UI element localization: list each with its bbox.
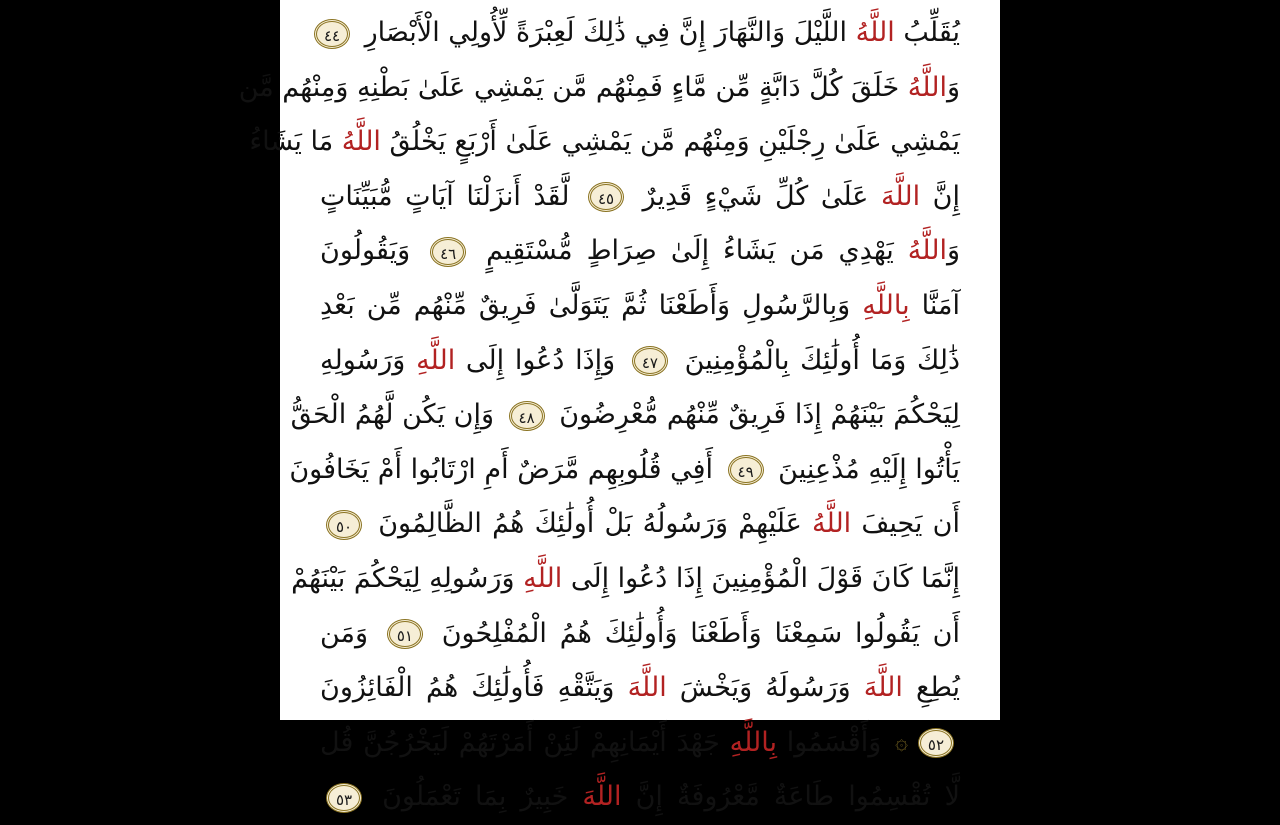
verse-line <box>290 388 960 443</box>
ayah-number-marker: ٥٣ <box>326 783 362 813</box>
divine-name-text: اللَّهُ <box>907 71 947 103</box>
verse-text: لَّقَدْ أَنزَلْنَا آيَاتٍ مُّبَيِّنَاتٍ <box>320 180 582 212</box>
verse-text: وَأَقْسَمُوا <box>777 726 892 758</box>
verse-text: وَمَن <box>320 617 381 649</box>
verse-line <box>320 497 960 552</box>
verse-text: وَ <box>946 235 960 267</box>
divine-name-text: اللَّهَ <box>863 672 903 704</box>
divine-name-text: اللَّهُ <box>341 126 381 158</box>
verse-line <box>238 61 960 116</box>
ayah-number-marker: ٤٨ <box>509 401 545 431</box>
verse-text: إِنَّمَا كَانَ قَوْلَ الْمُؤْمِنِينَ إِذَا دُعُوا إِلَى <box>562 562 960 594</box>
ayah-number-marker: ٥٢ <box>918 728 954 758</box>
verse-line <box>320 334 960 389</box>
verse-line <box>249 115 960 170</box>
verse-text: خَلَقَ كُلَّ دَابَّةٍ مِّن مَّاءٍ فَمِنْهُم مَّن يَمْشِي عَلَىٰ بَطْنِهِ وَمِنْهُم مَّن <box>238 71 908 103</box>
divine-name-text: اللَّهُ <box>855 17 895 48</box>
verse-text: أَن يَحِيفَ <box>851 508 960 540</box>
divine-name-text: اللَّهُ <box>812 508 852 540</box>
verse-text: اللَّيْلَ وَالنَّهَارَ إِنَّ فِي ذَٰلِكَ لَعِبْرَةً لِّأُولِي الْأَبْصَارِ <box>356 17 856 48</box>
ayah-number-marker: ٤٦ <box>430 237 466 267</box>
divine-name-text: اللَّهَ <box>880 180 921 212</box>
ayah-number-marker: ٤٧ <box>632 346 668 376</box>
verse-line <box>320 170 960 225</box>
verse-line <box>291 552 960 607</box>
verse-text: وَبِالرَّسُولِ وَأَطَعْنَا ثُمَّ يَتَوَلَّىٰ فَرِيقٌ مِّنْهُم مِّن بَعْدِ <box>320 289 863 321</box>
divine-name-text: بِاللَّهِ <box>729 726 777 758</box>
verse-line <box>320 224 960 279</box>
verse-text: أَن يَقُولُوا سَمِعْنَا وَأَطَعْنَا وَأُولَٰئِكَ هُمُ الْمُفْلِحُونَ <box>428 617 960 649</box>
verse-text: وَيَتَّقْهِ فَأُولَٰئِكَ هُمُ الْفَائِزُونَ <box>320 672 628 704</box>
verse-text: خَبِيرٌ بِمَا تَعْمَلُونَ <box>368 781 583 813</box>
verse-text: جَهْدَ أَيْمَانِهِمْ لَئِنْ أَمَرْتَهُمْ لَيَخْرُجُنَّ قُل <box>320 726 730 758</box>
verse-line <box>320 279 960 334</box>
verse-text: يَأْتُوا إِلَيْهِ مُذْعِنِينَ <box>769 453 960 485</box>
verse-line <box>320 716 960 771</box>
verse-text: لِيَحْكُمَ بَيْنَهُمْ إِذَا فَرِيقٌ مِّنْهُم مُّعْرِضُونَ <box>550 399 960 431</box>
verse-text: لَّا تُقْسِمُوا طَاعَةٌ مَّعْرُوفَةٌ إِنَّ <box>621 781 960 813</box>
verse-text: يَمْشِي عَلَىٰ رِجْلَيْنِ وَمِنْهُم مَّن يَمْشِي عَلَىٰ أَرْبَعٍ يَخْلُقُ <box>380 126 960 158</box>
ayah-number-marker: ٤٤ <box>314 19 350 49</box>
verse-text: وَإِذَا دُعُوا إِلَى <box>455 344 626 376</box>
ayah-number-marker: ٤٩ <box>728 455 764 485</box>
verse-line <box>320 6 960 61</box>
verse-text: وَرَسُولَهُ وَيَخْشَ <box>666 672 864 704</box>
divine-name-text: اللَّهَ <box>582 781 622 813</box>
ayah-number-marker: ٥٠ <box>326 510 362 540</box>
verse-line <box>320 661 960 716</box>
verse-text: آمَنَّا <box>909 289 960 321</box>
divine-name-text: اللَّهِ <box>416 344 456 376</box>
verse-text: مَا يَشَاءُ <box>249 126 342 158</box>
verse-text: يُطِعِ <box>902 672 960 704</box>
verse-line <box>320 770 960 825</box>
verse-text: وَإِن يَكُن لَّهُمُ الْحَقُّ <box>290 399 503 431</box>
divine-name-text: اللَّهَ <box>627 672 667 704</box>
verse-line <box>289 443 960 498</box>
verse-text: إِنَّ <box>920 180 960 212</box>
verse-text: وَرَسُولِهِ <box>320 344 417 376</box>
divine-name-text: اللَّهِ <box>523 562 563 594</box>
verse-text: وَرَسُولِهِ لِيَحْكُمَ بَيْنَهُمْ <box>291 562 524 594</box>
rub-el-hizb-icon: ۞ <box>895 729 908 755</box>
verse-text: يَهْدِي مَن يَشَاءُ إِلَىٰ صِرَاطٍ مُّسْتَقِيمٍ <box>472 235 908 267</box>
mushaf-page <box>238 0 1000 813</box>
verse-text: عَلَيْهِمْ وَرَسُولُهُ بَلْ أُولَٰئِكَ هُمُ الظَّالِمُونَ <box>368 508 813 540</box>
verse-text: عَلَىٰ كُلِّ شَيْءٍ قَدِيرٌ <box>630 180 881 212</box>
verse-text: يُقَلِّبُ <box>894 17 960 48</box>
divine-name-text: بِاللَّهِ <box>862 289 910 321</box>
verse-text: وَ <box>946 71 960 103</box>
ayah-number-marker: ٤٥ <box>588 182 624 212</box>
verse-text: أَفِي قُلُوبِهِم مَّرَضٌ أَمِ ارْتَابُوا أَمْ يَخَافُونَ <box>289 453 722 485</box>
verse-text: وَيَقُولُونَ <box>320 235 425 267</box>
divine-name-text: اللَّهُ <box>907 235 947 267</box>
verse-text: ذَٰلِكَ وَمَا أُولَٰئِكَ بِالْمُؤْمِنِينَ <box>673 344 960 376</box>
ayah-number-marker: ٥١ <box>387 619 423 649</box>
verse-line <box>320 607 960 662</box>
